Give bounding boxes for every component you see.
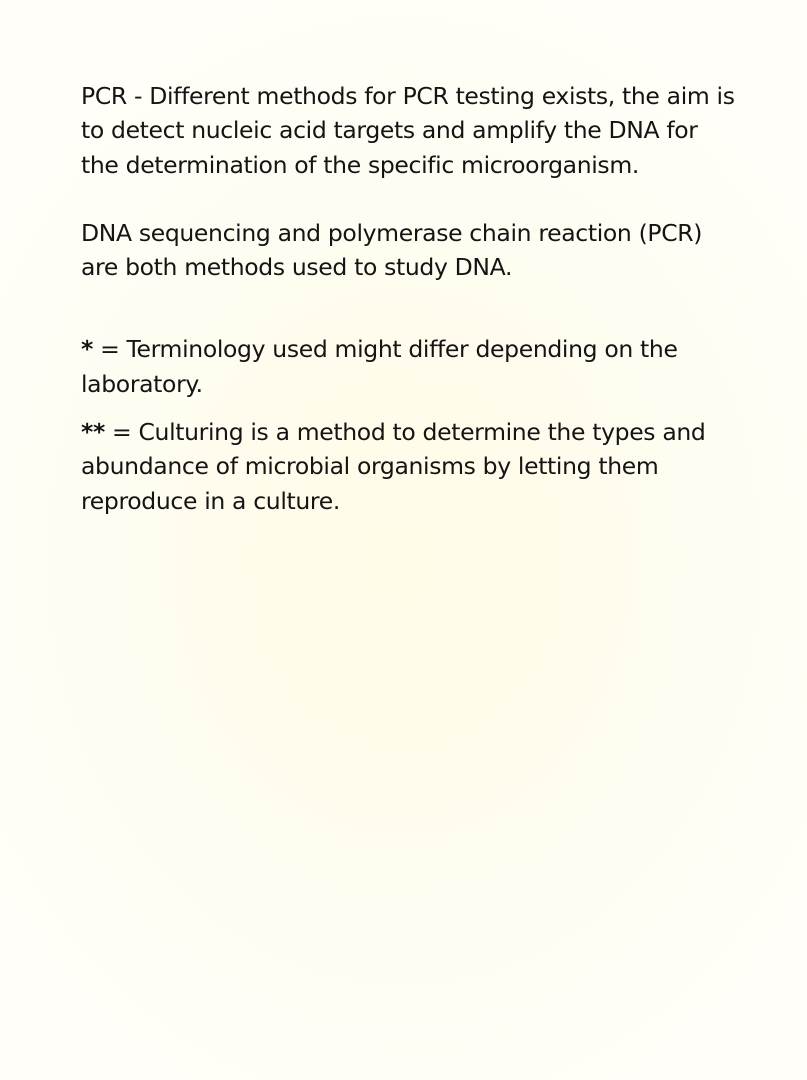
footnote-marker-single-asterisk: * bbox=[81, 335, 93, 364]
footnote-terminology bbox=[81, 332, 741, 401]
pcr-paragraph: PCR - Different methods for PCR testing exists, the aim is to detect nucleic acid targets and amplify the DNA for the determination of the specific microorganism. bbox=[81, 82, 735, 179]
footnote-terminology-text: = Terminology used might differ depending on the laboratory. bbox=[81, 335, 678, 398]
footnote-marker-double-asterisk: ** bbox=[81, 418, 105, 447]
footnote-culturing-text: = Culturing is a method to determine the types and abundance of microbial organisms by letting them reproduce in a culture. bbox=[81, 418, 706, 515]
dna-sequencing-paragraph: DNA sequencing and polymerase chain reaction (PCR) are both methods used to study DNA. bbox=[81, 218, 703, 282]
footnote-culturing bbox=[81, 415, 741, 518]
document-body bbox=[81, 79, 741, 518]
